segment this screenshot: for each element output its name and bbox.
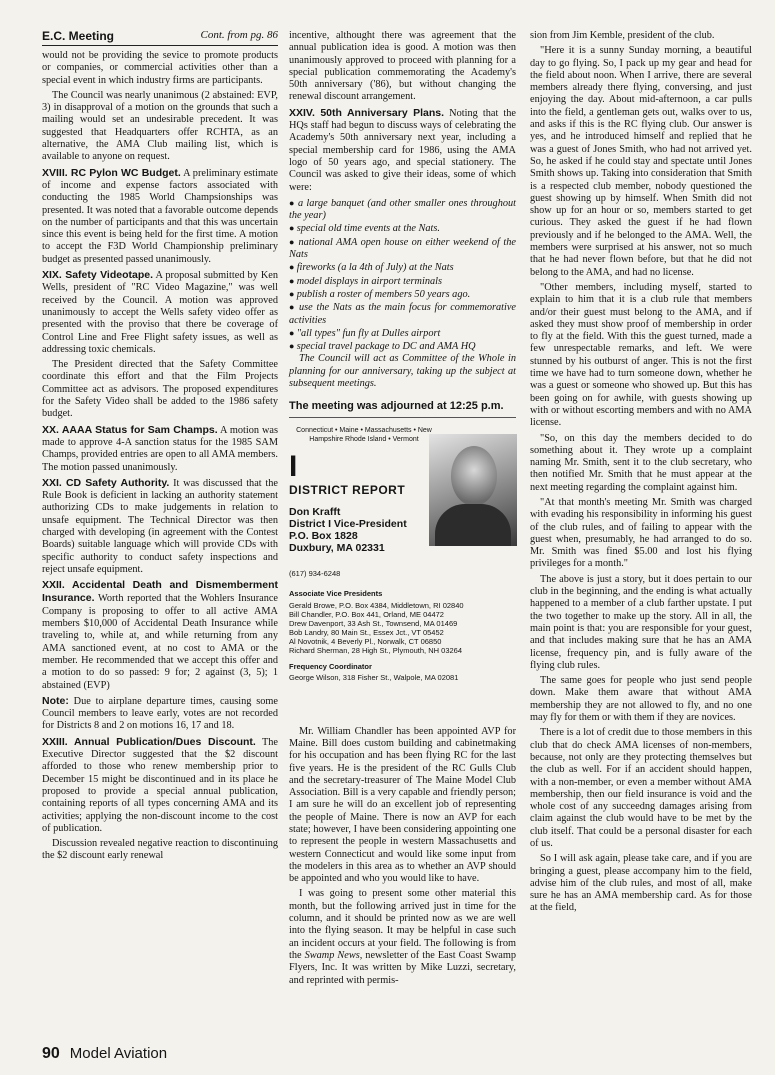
author-photo	[429, 434, 517, 546]
paragraph: "At that month's meeting Mr. Smith was charged with evading his responsibility in informing his guest of the club rules, and of failing to appear with the guest when, presumably, he had arranged to do so. Mr. Smith was fined $5.00 and lost his flying privileges for a month."	[530, 496, 752, 570]
list-item: ● model displays in airport terminals	[289, 275, 516, 288]
item-heading: XXI. CD Safety Authority.	[42, 476, 170, 489]
list-item: ● use the Nats as the main focus for commemorative activities	[289, 301, 516, 327]
contact-name: Don Krafft	[289, 505, 341, 518]
column-2	[289, 30, 516, 990]
contact-role: District I Vice-President	[289, 517, 407, 530]
item-body: It was discussed that the Rule Book is deficient in lacking an authority statement authorizing CDs to make judgements in relation to unsafe equipment. The Technical Director was then charged with developing (in agreement with the Contest Boards) suitable language which will provide CDs with specific authority to conduct safety inspections and reject unsafe equipment.	[42, 477, 279, 575]
frequency-coordinator-heading: Frequency Coordinator	[289, 661, 372, 671]
district-numeral: I	[289, 449, 298, 483]
contact-phone: (617) 934-6248	[289, 568, 341, 578]
item-body: The Executive Director suggested that the $2 discount afforded to those who renew membership prior to December 15 might be discontinued and in its place he proposed to provide a special annual publication, containing reports of all types concerning AMA and its activities; applying the non-discount income to the cost of publication.	[42, 736, 278, 834]
section-title: E.C. Meeting	[42, 29, 115, 43]
item-body: Worth reported that the Wohlers Insurance Company is proposing to offer to all active AMA members $10,000 of Accidental Death Insurance while traveling to, while at, and while returning from any AMA sanctioned event, at no cost to AMA or the member. He recommended that we accept this offer and a motion to do so passed: 9 for; 2 against (3, 5); 1 abstained (EVP)	[42, 593, 278, 691]
avp-entry: Gerald Browe, P.O. Box 4384, Middletown, RI 02840	[289, 600, 464, 610]
paragraph: The Council was nearly unanimous (2 abstained: EVP, 3) in disapproval of a motion on the grounds that such a mailing would set an undesirable precedent. It was suggested that Headquarters offer RCHTA, as an alternative, the AMA Club mailing list, which is available to anyone on request.	[42, 89, 278, 163]
paragraph: The above is just a story, but it does pertain to our club in the beginning, and the ending is what actually happened to a member of a club farther upstate. I put the two together to make up the story. All in all, the main point is that: you are responsible for your guest, and that includes making sure that he has an AMA license, frequency pin, and is fully aware of the flying club rules.	[530, 573, 752, 671]
paragraph: would not be providing the sevice to promote products or companies, or commercial activities other than a special event in which industry firms are participants.	[42, 50, 278, 86]
paragraph: "Here it is a sunny Sunday morning, a beautiful day to go flying. So, I pack up my gear and head for the field about noon. When I arrive, there are several members already there flying, conversing, and just enjoying the day. About mid-afternoon, a car pulls into the field, a gentleman gets out, walks over to us, and asks if this is the RC flying club. Our answer is yes, and he introduced himself and replied that he was a guest of Jones Smith, who had not arrived yet. So, he asked if he could stay and spectate until Jones Smith shows up. Taking into consideration that Smith is a respected club member, nobody questioned the guest showing up by himself. When Smith did not show up for an hour or so, members started to get curious. They asked the guest if he had flown previously and if he belonged to the AMA. Well, the members were surprised at his answer, not so much that he had never flown before, but that he did not belong to the AMA, and had no license.	[530, 45, 752, 278]
list-item: ● national AMA open house on either weekend of the Nats	[289, 236, 516, 262]
item-body: A preliminary estimate of income and expense factors associated with conducting the 1985 World Champsionships was presented. It was noted that a favorable outcome depends on the number of participants and that this was uncertain since this event is being held for the first time. A motion to accept the F3D World Championship preliminary budget as presented passed unanimously.	[42, 167, 279, 265]
text-run: newsletter of the East Coast Swamp Flyers, Inc. It was written by Mike Luzzi, secretary, and reprinted with permis-	[289, 949, 516, 986]
item-heading: XIX. Safety Videotape.	[42, 269, 154, 282]
continued-from: Cont. from pg. 86	[200, 29, 278, 41]
paragraph: The President directed that the Safety Committee coordinate this effort and that the Film Projects Committee act as advisors. The proposed expenditures for the Safety Video shall be added to the 1986 safety budget.	[42, 359, 278, 420]
paragraph: So I will ask again, please take care, and if you are bringing a guest, please accompany him to the field, advise him of the club rules, and most of all, make sure he has an AMA membership card. As for those at the field,	[530, 853, 752, 914]
paragraph: Mr. William Chandler has been appointed AVP for Maine. Bill does custom building and cabinetmaking for his occupation and has been flying RC for the last five years. He is the president of the RC Gulls Club and the secretary-treasurer of The Maine Model Club Association. Bill is a very capable and friendly person; I am sure he will do an excellent job of representing the people of Maine. There is now an AVP for each state; however, I have been considering appointing one to represent the people in western Massachusetts and western Connecticut and would like some input from the modelers in this area as to whether an AVP should be appointed and who you would like to have.	[289, 725, 516, 885]
list-item: ● publish a roster of members 50 years ago.	[289, 288, 516, 301]
avp-entry: Drew Davenport, 33 Ash St., Townsend, MA 01469	[289, 618, 458, 628]
item-body: A proposal submitted by Ken Wells, president of "RC Video Magazine," was well received by the Council. A motion was approved unanimously to accept the Wells safety video offer as presented with the proviso that there be coverage of Control Line and Free Flight safety issues, as well as addressing toxic chemicals.	[42, 270, 278, 355]
section-header	[42, 29, 278, 46]
page-number: 90	[42, 1045, 60, 1062]
avp-entry: Al Novotnik, 4 Beverly Pl., Norwalk, CT 06850	[289, 636, 442, 646]
paragraph: incentive, althought there was agreement that the annual publication idea is good. A motion was then unanimously approved to proceed with planning for a special publication commemorating the Academy's 50th anniversary ('86), but without changing the renewal discount arrangement.	[289, 30, 516, 103]
list-item: ● fireworks (a la 4th of July) at the Nats	[289, 261, 516, 274]
adjournment-line: The meeting was adjourned at 12:25 p.m.	[289, 400, 504, 413]
paragraph: The Council will act as Committee of the Whole in planning for our anniversary, taking up the subject at subsequent meetings.	[289, 353, 516, 390]
item-heading: XXII. Accidental Death and Dismemberment Insurance.	[42, 579, 278, 605]
avp-entry: Bob Landry, 80 Main St., Essex Jct., VT 05452	[289, 627, 444, 637]
item-body: Noting that the HQs staff had begun to discuss ways of celebrating the Academy's 50th anniversary next year, including a special membership card for 1986, using the AMA logo of 50 years ago, and special stationery. The Council was asked to give their ideas, some of which were:	[289, 107, 516, 193]
column-1	[42, 50, 278, 866]
list-item: ● "all types" fun fly at Dulles airport	[289, 327, 516, 340]
magazine-name: Model Aviation	[69, 1045, 168, 1062]
item-heading: XXIV. 50th Anniversary Plans.	[289, 106, 445, 119]
avp-entry: Bill Chandler, P.O. Box 441, Orland, ME 04472	[289, 609, 444, 619]
list-item: ● special travel package to DC and AMA HQ	[289, 340, 516, 353]
note-body: Due to airplane departure times, causing some Council members to leave early, votes are not recorded for Districts 8 and 2 on motions 16, 17 and 18.	[42, 695, 278, 732]
ideas-list	[289, 197, 516, 354]
item-body: A motion was made to approve 4-A sanction status for the 1985 SAM Champs, provided entries are open to all AMA members. The motion passed unanimously.	[42, 424, 279, 473]
frequency-coordinator: George Wilson, 318 Fisher St., Walpole, MA 02081	[289, 672, 459, 682]
district-states: Connecticut • Maine • Massachusetts • New Hampshire Rhode Island • Vermont	[296, 426, 432, 443]
photo-face	[451, 446, 497, 506]
avp-heading: Associate Vice Presidents	[289, 589, 383, 599]
district-report-box	[289, 426, 516, 726]
item-heading: XVIII. RC Pylon WC Budget.	[42, 166, 181, 179]
item-heading: XXIII. Annual Publication/Dues Discount.	[42, 735, 256, 748]
district-report-title: DISTRICT REPORT	[289, 482, 406, 497]
text-run: I was going to present some other material this month, but the following arrived just in time for the column, and it should be printed now as we are well into the flying season. It may be helpful in case such an incident occurs at your field. The following is from the	[289, 888, 516, 961]
newsletter-title: Swamp News,	[304, 949, 363, 961]
paragraph: The same goes for people who just send people down. Make them aware that without AMA membership they are not allowed to fly, and no one may fly for them or with them if they are novices.	[530, 675, 752, 724]
divider	[289, 417, 516, 418]
item-heading: XX. AAAA Status for Sam Champs.	[42, 423, 218, 436]
list-item: ● special old time events at the Nats.	[289, 222, 516, 235]
paragraph: Discussion revealed negative reaction to discontinuing the $2 discount early renewal	[42, 838, 278, 862]
paragraph: sion from Jim Kemble, president of the club.	[530, 30, 715, 41]
contact-box: P.O. Box 1828	[289, 529, 358, 542]
paragraph	[289, 888, 516, 986]
page-footer	[42, 1045, 167, 1063]
avp-entry: Richard Sherman, 28 High St., Plymouth, NH 03264	[289, 645, 463, 655]
paragraph: There is a lot of credit due to those members in this club that do check AMA licenses of non-members, because, not only are they protecting themselves but the club as well. For if an accident should happen, with a non-member, or even a member without AMA membership, then our field insurance is void and the whole cost of any succeedng damages arising from claim against the club would have to be met by the club itself. That could be a personal disaster for each of us.	[530, 727, 752, 849]
column-3	[530, 30, 752, 918]
note-heading: Note:	[42, 694, 69, 707]
paragraph: "Other members, including myself, started to explain to him that it is a club rule that members and/or their guest must belong to the AMA, and if asked they must show proof of membership in order to fly at the field. With this the guest turned, made a few unrespectable remarks, and left. We were stunned by his outburst of anger. This is not the first time we have had to turn someone down, whether he was a guest or someone who showed up. But this has been going on for awhile, with guests showing up with or without escorting members and with no AMA license.	[530, 281, 752, 429]
list-item: ● a large banquet (and other smaller ones throughout the year)	[289, 197, 516, 223]
photo-body	[435, 504, 511, 546]
avp-list	[289, 601, 516, 655]
paragraph: "So, on this day the members decided to do something about it. They wrote up a complaint naming Mr. Smith, sent it to the club secretary, who then notified Mr. Smith that he must appear at the next meeting regarding the complaint against him.	[530, 432, 752, 493]
contact-city: Duxbury, MA 02331	[289, 541, 385, 554]
